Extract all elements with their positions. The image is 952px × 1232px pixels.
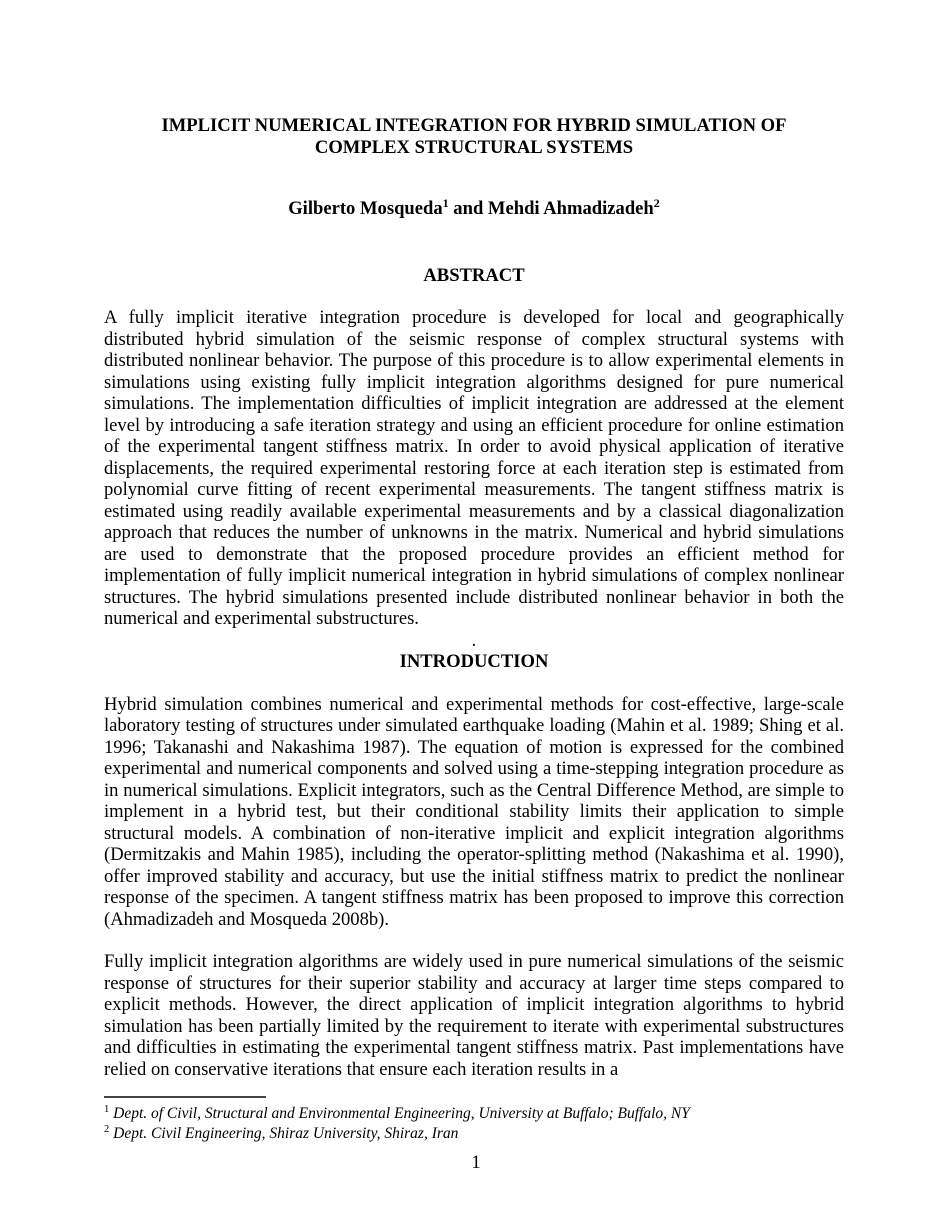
author-footnote-marker-1: 1 <box>442 196 449 210</box>
author-name-1: Gilberto Mosqueda <box>288 198 443 219</box>
abstract-heading: ABSTRACT <box>423 264 525 286</box>
footnote-1-marker: 1 <box>104 1104 110 1115</box>
paper-title-line2: COMPLEX STRUCTURAL SYSTEMS <box>314 136 634 158</box>
abstract-paragraph: A fully implicit iterative integration procedure is developed for local and geographically distributed hybrid simulation of the seismic response of complex structural systems with distributed nonlinear behavior. The purpose of this procedure is to allow experimental elements in simulations using existing fully implicit integration algorithms designed for pure numerical simulations. The implementation difficulties of implicit integration are addressed at the element level by introducing a safe iteration strategy and using an efficient procedure for online estimation of the experimental tangent stiffness matrix. In order to avoid physical application of iterative displacements, the required experimental restoring force at each iteration step is estimated from polynomial curve fitting of recent experimental measurements. The tangent stiffness matrix is estimated using readily available experimental measurements and by a classical diagonalization approach that reduces the number of unknowns in the matrix. Numerical and hybrid simulations are used to demonstrate that the proposed procedure provides an efficient method for implementation of fully implicit numerical integration in hybrid simulations of complex nonlinear structures. The hybrid simulations presented include distributed nonlinear behavior in both the numerical and experimental substructures. <box>104 307 844 629</box>
page-content <box>104 0 844 1080</box>
stray-period: . <box>471 629 477 651</box>
authors-line <box>104 198 844 220</box>
footnote-1-text: Dept. of Civil, Structural and Environmental Engineering, University at Buffalo; Buffalo, NY <box>113 1105 690 1122</box>
author-name-2: and Mehdi Ahmadizadeh <box>448 198 654 219</box>
footnote-2-text: Dept. Civil Engineering, Shiraz University, Shiraz, Iran <box>113 1125 459 1142</box>
intro-paragraph-2: Fully implicit integration algorithms are widely used in pure numerical simulations of the seismic response of structures for their superior stability and accuracy at larger time steps compared to explicit methods. However, the direct application of implicit integration algorithms to hybrid simulation has been partially limited by the requirement to iterate with experimental substructures and difficulties in estimating the experimental tangent stiffness matrix. Past implementations have relied on conservative iterations that ensure each iteration results in a <box>104 951 844 1080</box>
paper-title <box>104 115 844 158</box>
author-footnote-marker-2: 2 <box>653 196 660 210</box>
introduction-heading: INTRODUCTION <box>399 651 549 672</box>
paper-title-line1: IMPLICIT NUMERICAL INTEGRATION FOR HYBRID SIMULATION OF <box>161 115 787 136</box>
footnote-2-marker: 2 <box>104 1124 110 1135</box>
footnote-block <box>104 1096 844 1144</box>
page-number: 1 <box>471 1152 481 1173</box>
footnote-1 <box>104 1104 844 1124</box>
intro-paragraph-1: Hybrid simulation combines numerical and experimental methods for cost-effective, large-scale laboratory testing of structures under simulated earthquake loading (Mahin et al. 1989; Shing et al. 1996; Takanashi and Nakashima 1987). The equation of motion is expressed for the combined experimental and numerical components and solved using a time-stepping integration procedure as in numerical simulations. Explicit integrators, such as the Central Difference Method, are simple to implement in a hybrid test, but their conditional stability limits their application to simple structural models. A combination of non-iterative implicit and explicit integration algorithms (Dermitzakis and Mahin 1985), including the operator-splitting method (Nakashima et al. 1990), offer improved stability and accuracy, but use the initial stiffness matrix to predict the nonlinear response of the specimen. A tangent stiffness matrix has been proposed to improve this correction (Ahmadizadeh and Mosqueda 2008b). <box>104 693 844 930</box>
footnote-2 <box>104 1124 844 1144</box>
footnote-separator <box>104 1096 266 1098</box>
